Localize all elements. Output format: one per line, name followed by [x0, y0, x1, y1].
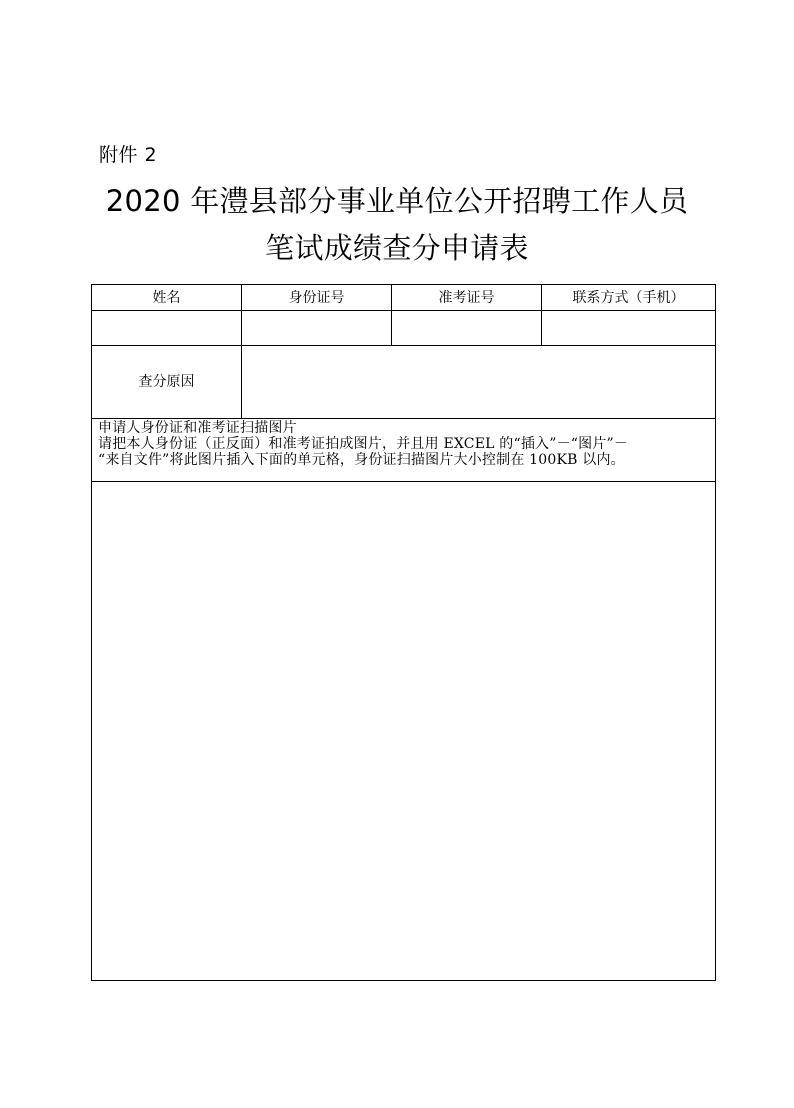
reason-field[interactable] [242, 346, 715, 418]
column-header-contact: 联系方式（手机） [572, 289, 685, 306]
id-number-field[interactable] [242, 311, 391, 345]
application-form-table [91, 284, 716, 981]
form-title-line1: 2020 年澧县部分事业单位公开招聘工作人员 [105, 184, 689, 218]
column-header-exam-ticket: 准考证号 [438, 289, 495, 306]
scan-instructions [92, 420, 714, 468]
form-title-line2: 笔试成绩查分申请表 [265, 231, 529, 265]
attachment-label: 附件 2 [99, 144, 158, 166]
scan-image-area[interactable] [92, 482, 715, 980]
scan-instruction-line: “来自文件”将此图片插入下面的单元格，身份证扫描图片大小控制在 100KB 以内。 [98, 452, 625, 468]
reason-label: 查分原因 [138, 374, 195, 390]
column-header-id-number: 身份证号 [288, 289, 345, 306]
name-field[interactable] [92, 311, 241, 345]
scan-section-heading: 申请人身份证和准考证扫描图片 [98, 420, 297, 436]
contact-field[interactable] [542, 311, 715, 345]
scan-instruction-line: 请把本人身份证（正反面）和准考证拍成图片，并且用 EXCEL 的“插入”－“图片”－ [98, 436, 629, 452]
column-header-name: 姓名 [152, 289, 181, 306]
row-divider [92, 418, 715, 419]
exam-ticket-field[interactable] [392, 311, 541, 345]
